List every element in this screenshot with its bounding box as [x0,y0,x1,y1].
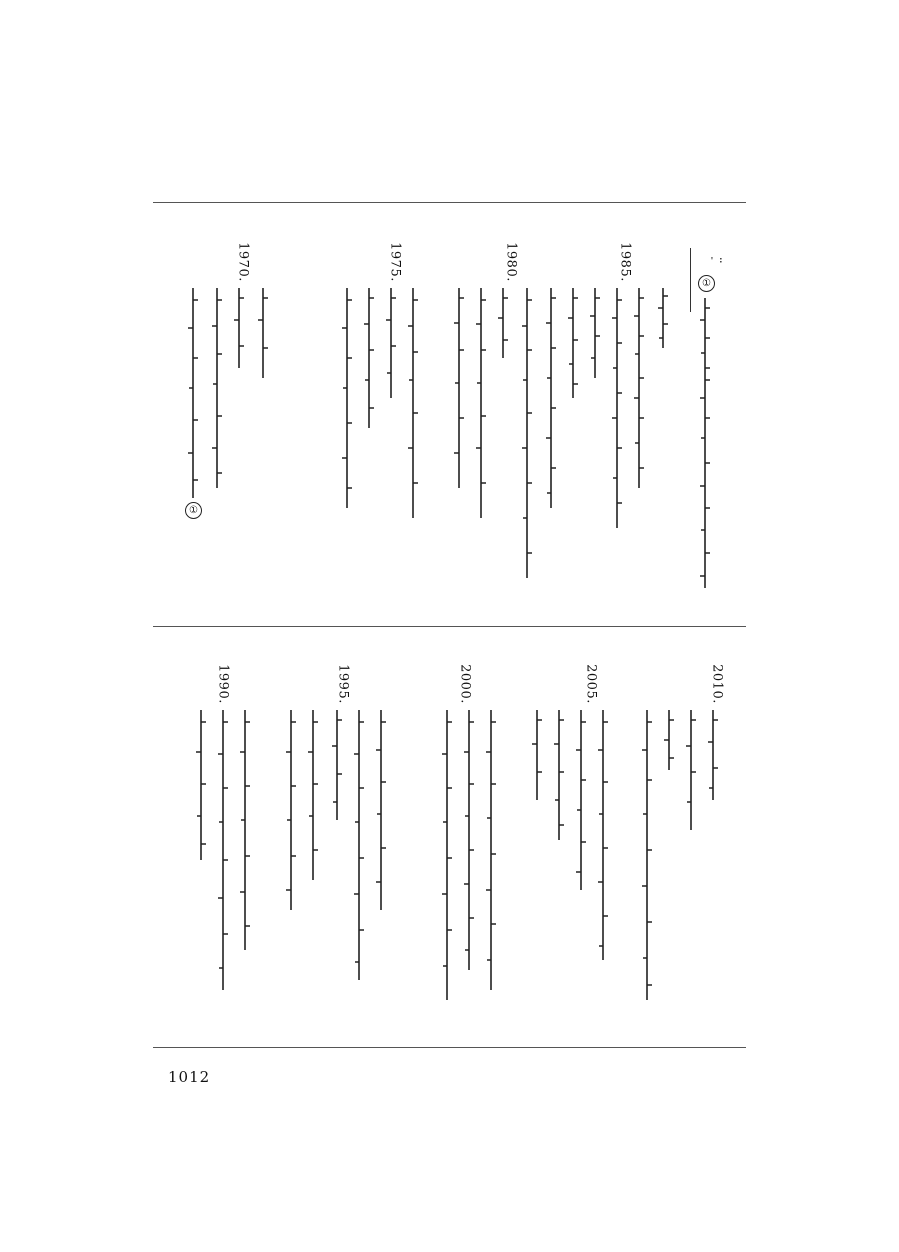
b-text-column-16 [284,710,298,910]
year-label-2010: 2010. [709,664,725,704]
b-text-column-18 [216,710,230,990]
text-column-16 [210,288,224,488]
b-text-column-17 [238,710,252,950]
text-column-3 [588,288,602,378]
text-column-1 [656,288,670,348]
footnote-marker: ① [698,275,715,292]
top-rule [153,202,746,203]
text-column-12 [362,288,376,428]
b-text-column-2 [684,710,698,830]
text-column-6 [520,288,534,578]
year-label-2005: 2005. [583,664,599,704]
b-text-column-1 [706,710,720,800]
year-label-2000: 2000. [457,664,473,704]
bottom-panel [150,662,750,1042]
text-column-13 [340,288,354,508]
footnote-ref-dots: ᡃ ᠄ [713,254,722,268]
text-column-15 [232,288,246,368]
inline-footnote-marker: ① [185,502,202,519]
b-text-column-11 [440,710,454,1000]
year-label-1975: 1975. [387,242,403,282]
b-text-column-6 [574,710,588,890]
text-column-5 [544,288,558,508]
footnote-divider [690,248,691,312]
text-column-11 [384,288,398,398]
b-text-column-15 [306,710,320,880]
page-number: 1012 [168,1068,211,1086]
text-column-14 [256,288,270,378]
text-column-17 [186,288,200,498]
text-column-7 [496,288,510,358]
middle-rule [153,626,746,627]
bottom-rule [153,1047,746,1048]
text-column-10 [406,288,420,518]
b-text-column-8 [530,710,544,800]
b-text-column-4 [640,710,654,1000]
text-column-8 [474,288,488,518]
year-label-1990: 1990. [215,664,231,704]
b-text-column-14 [330,710,344,820]
b-text-column-7 [552,710,566,840]
year-label-1970: 1970. [235,242,251,282]
b-text-column-19 [194,710,208,860]
b-text-column-13 [352,710,366,980]
b-text-column-12 [374,710,388,910]
year-label-1980: 1980. [503,242,519,282]
footnote-text [698,298,712,588]
text-column-4 [566,288,580,398]
top-panel [150,240,750,620]
text-column-2 [610,288,624,528]
year-label-1995: 1995. [335,664,351,704]
b-text-column-3 [662,710,676,770]
b-text-column-10 [462,710,476,970]
year-label-1985: 1985. [617,242,633,282]
b-text-column-5 [596,710,610,960]
b-text-column-9 [484,710,498,990]
text-column-9 [452,288,466,488]
